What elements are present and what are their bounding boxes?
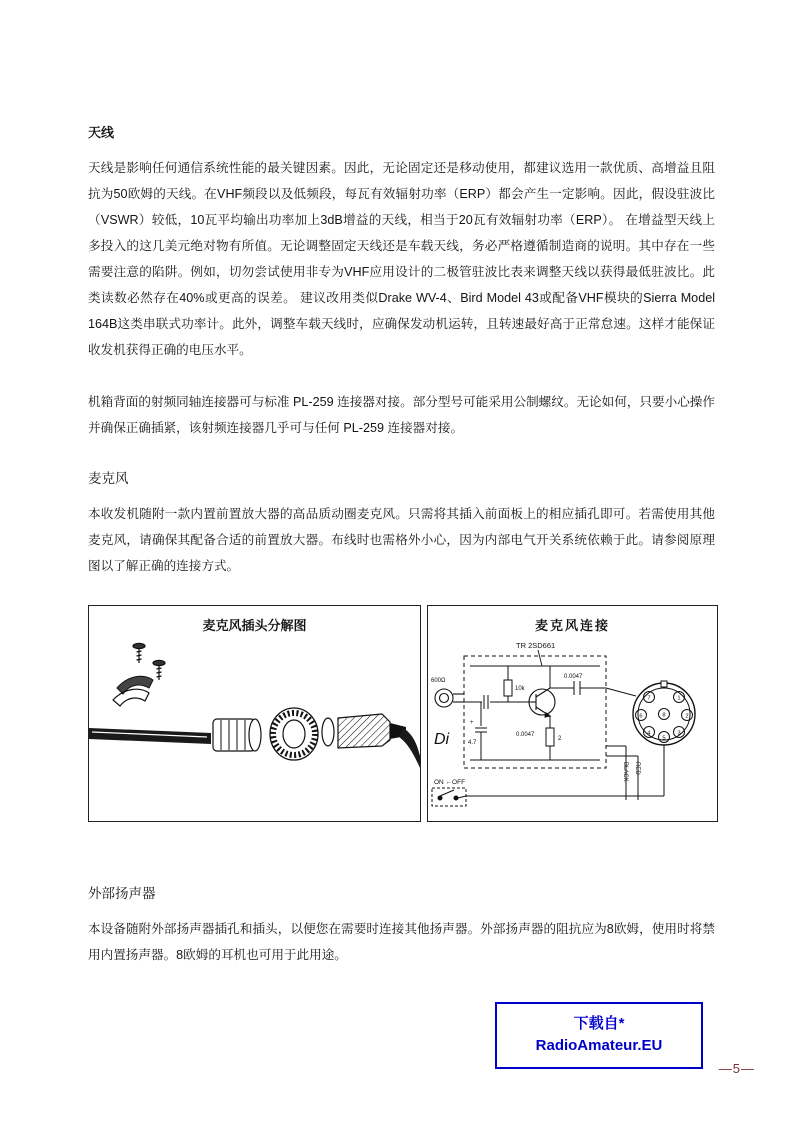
resistor-r2 bbox=[546, 728, 554, 746]
mic-connection-schematic bbox=[428, 636, 717, 814]
svg-text:8: 8 bbox=[662, 712, 666, 719]
transistor-label: TR 2SD661 bbox=[516, 641, 556, 650]
page-number: —5— bbox=[718, 1061, 755, 1076]
microphone-paragraph: 本收发机随附一款内置前置放大器的高品质动圈麦克风。只需将其插入前面板上的相应插孔即可。若需使用其他麦克风，请确保其配备合适的前置放大器。布线时也需格外小心，因为内部电气开关系统依赖于此。请参阅原理图以了解正确的连接方式。 bbox=[88, 507, 715, 573]
cable-clamp-drawing bbox=[113, 676, 153, 706]
svg-text:2: 2 bbox=[685, 713, 689, 720]
circuit-boundary bbox=[464, 656, 606, 768]
svg-text:7: 7 bbox=[647, 695, 651, 702]
figure-mic-connection bbox=[427, 605, 718, 822]
mic-impedance-label: 600Ω bbox=[431, 678, 446, 684]
mic-text-label: Di bbox=[434, 731, 450, 748]
watermark-line-2[interactable]: RadioAmateur.EU bbox=[535, 1037, 663, 1054]
external-speaker-paragraph: 本设备随附外部扬声器插孔和插头，以便您在需要时连接其他扬声器。外部扬声器的阻抗应为8欧姆，使用时将禁用内置扬声器。8欧姆的耳机也可用于此用途。 bbox=[88, 922, 715, 962]
resistor-r1 bbox=[504, 680, 512, 696]
plug-body-drawing bbox=[338, 714, 406, 748]
cable-left-drawing bbox=[89, 728, 211, 744]
switch-symbol bbox=[432, 788, 466, 806]
cap-plus-label: + bbox=[470, 720, 474, 726]
svg-text:1: 1 bbox=[677, 695, 681, 702]
figures-row bbox=[88, 605, 715, 822]
svg-text:3: 3 bbox=[677, 730, 681, 737]
screw-icon bbox=[133, 643, 165, 680]
antenna-paragraph-1: 天线是影响任何通信系统性能的最关键因素。因此，无论固定还是移动使用，都建议选用一款优质、高增益且阻抗为50欧姆的天线。在VHF频段以及低频段，每瓦有效辐射功率（ERP）都会产生一定影响。因此，假设驻波比（VSWR）较低，10瓦平均输出功率加上3dB增益的天线，相当于20瓦有效辐射功率（ERP）。 在增益型天线上多投入的这几美元绝对物有所值。无论调整固定天线还是车载天线，务必严格遵循制造商的说明。其中存在一些需要注意的陷阱。例如，切勿尝试使用非专为VHF应用设计的二极管驻波比表来调整天线以获得最低驻波比。此类读数必然存在40%或更高的误差。 建议改用类似Drake WV-4、Bird Model 43或配备VHF模块的Sierra Model 164B这类串联式功率计。此外，调整车载天线时，应确保发动机运转，且转速最好高于正常怠速。这样才能保证收发机获得正确的电压水平。 bbox=[88, 161, 715, 357]
antenna-paragraph-2: 机箱背面的射频同轴连接器可与标准 PL-259 连接器对接。部分型号可能采用公制螺纹。无论如何，只要小心操作并确保正确插紧，该射频连接器几乎可与任何 PL-259 连接器对接。 bbox=[88, 395, 715, 435]
switch-label: ON ←OFF bbox=[434, 779, 466, 786]
watermark-line-1: 下载自* bbox=[573, 1015, 625, 1032]
cap-c2-label: 0.0047 bbox=[564, 674, 583, 680]
wire-black-label: BLACK bbox=[622, 762, 628, 782]
washer-drawing bbox=[322, 718, 334, 746]
section-heading-external-speaker: 外部扬声器 bbox=[88, 886, 156, 901]
svg-text:4: 4 bbox=[647, 730, 651, 737]
coupling-nut-drawing bbox=[270, 708, 318, 760]
microphone-symbol bbox=[435, 689, 464, 707]
figure-caption-right: 麦克风连接 bbox=[534, 618, 610, 633]
figure-mic-plug-exploded bbox=[88, 605, 421, 822]
svg-text:6: 6 bbox=[639, 713, 643, 720]
mic-plug-exploded-drawing bbox=[89, 636, 420, 814]
watermark-box[interactable] bbox=[495, 1002, 703, 1069]
wire-red-label: RED bbox=[634, 762, 640, 775]
resistor-r1-label: 10k bbox=[515, 686, 525, 692]
cable-right-drawing bbox=[399, 728, 420, 768]
cap-e1-label: 4.7 bbox=[468, 740, 477, 746]
resistor-r2-label: 2 bbox=[558, 736, 562, 742]
cap-c1-label: 0.0047 bbox=[516, 732, 535, 738]
sleeve-drawing bbox=[213, 719, 261, 751]
section-heading-microphone: 麦克风 bbox=[88, 471, 129, 486]
figure-caption-left: 麦克风插头分解图 bbox=[202, 618, 307, 633]
transistor-symbol bbox=[529, 688, 555, 717]
svg-text:5: 5 bbox=[662, 735, 666, 742]
section-heading-antenna: 天线 bbox=[88, 125, 115, 140]
